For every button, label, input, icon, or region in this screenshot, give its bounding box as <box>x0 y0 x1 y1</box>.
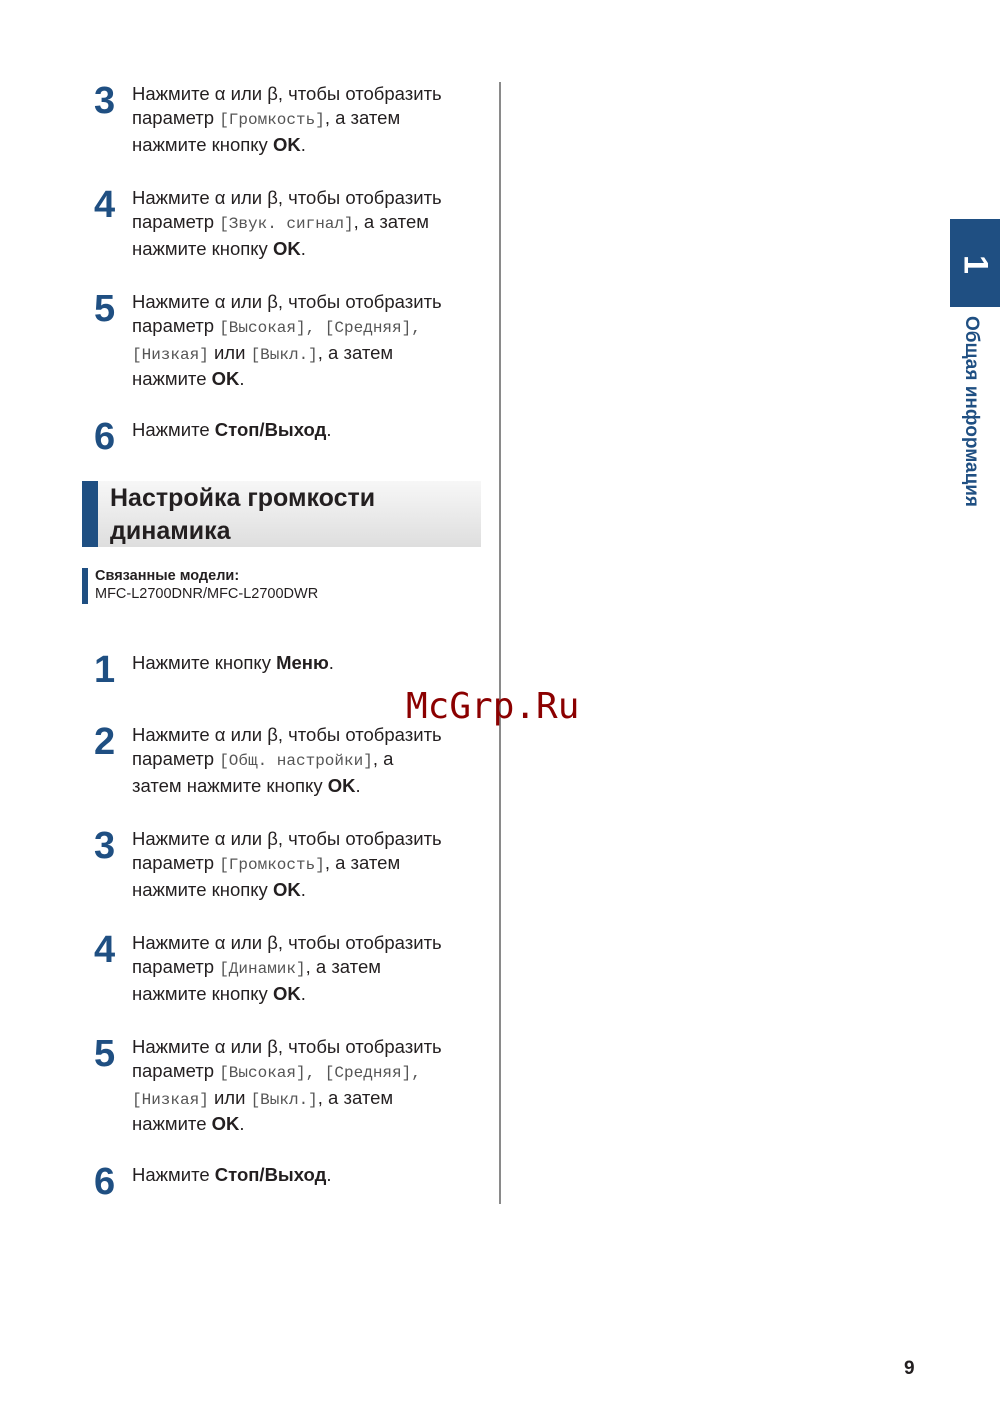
text-fragment: параметр <box>132 211 220 233</box>
step-number: 4 <box>94 184 116 226</box>
step-text-line <box>132 747 482 773</box>
chapter-title: Общая информация <box>961 316 982 508</box>
step-text-line <box>132 133 482 157</box>
menu-parameter: [Низкая] <box>132 345 209 364</box>
step-text-line <box>132 651 482 675</box>
related-models-accent-bar <box>82 568 88 604</box>
step-number: 2 <box>94 721 116 763</box>
menu-parameter: [Звук. сигнал] <box>219 215 354 234</box>
text-fragment: Нажмите α или β, чтобы отобразить <box>132 932 442 953</box>
text-fragment: параметр <box>132 107 220 129</box>
button-name: OK <box>272 982 301 1004</box>
button-name: OK <box>327 774 356 796</box>
text-fragment: , а затем <box>324 852 401 874</box>
step-text <box>132 931 482 1006</box>
text-fragment: нажмите кнопку <box>132 133 273 155</box>
button-name: Меню <box>276 652 329 673</box>
step-number: 3 <box>94 80 116 122</box>
text-fragment: . <box>300 878 306 900</box>
step-text-line <box>132 851 482 877</box>
step-text-line <box>132 931 482 955</box>
text-fragment: , а затем <box>317 341 394 363</box>
step-text-line <box>132 878 482 902</box>
text-fragment: Нажмите кнопку <box>132 652 277 673</box>
step-text-line <box>132 82 482 106</box>
text-fragment: нажмите <box>132 367 212 389</box>
step-text-line <box>132 1035 482 1059</box>
menu-parameter: [Выкл.] <box>250 345 318 364</box>
related-models-value: MFC-L2700DNR/MFC-L2700DWR <box>95 586 319 602</box>
step-text <box>132 1035 482 1136</box>
button-name: Стоп/Выход <box>214 419 327 440</box>
step-text-line <box>132 774 482 798</box>
text-fragment: Нажмите α или β, чтобы отобразить <box>132 1036 442 1057</box>
button-name: OK <box>211 367 240 389</box>
text-fragment: . <box>239 1112 245 1134</box>
menu-parameter: [Высокая], [Средняя], <box>219 319 421 338</box>
button-name: OK <box>211 1112 240 1134</box>
text-fragment: Нажмите α или β, чтобы отобразить <box>132 83 442 104</box>
text-fragment: или <box>208 1086 251 1108</box>
step-number: 5 <box>94 1033 116 1075</box>
text-fragment: , а затем <box>305 956 381 978</box>
text-fragment: , а затем <box>324 107 401 129</box>
step-text <box>132 82 482 157</box>
text-fragment: Нажмите α или β, чтобы отобразить <box>132 291 442 312</box>
menu-parameter: [Общ. настройки] <box>219 752 373 771</box>
button-name: OK <box>272 133 301 155</box>
menu-parameter: [Динамик] <box>219 960 306 979</box>
step-number: 5 <box>94 288 116 330</box>
step-text-line <box>132 1163 482 1187</box>
text-fragment: параметр <box>132 956 220 978</box>
chapter-number: 1 <box>956 255 995 274</box>
chapter-tab <box>950 219 1000 307</box>
step-text-line <box>132 210 482 236</box>
text-fragment: параметр <box>132 748 220 770</box>
step-text-line <box>132 186 482 210</box>
button-name: OK <box>272 237 301 259</box>
column-divider <box>499 82 501 1204</box>
text-fragment: Нажмите <box>132 1164 215 1185</box>
text-fragment: . <box>300 982 306 1004</box>
step-text <box>132 290 482 391</box>
text-fragment: , а затем <box>353 211 429 233</box>
button-name: OK <box>272 878 301 900</box>
menu-parameter: [Высокая], [Средняя], <box>219 1064 421 1083</box>
text-fragment: нажмите кнопку <box>132 982 273 1004</box>
text-fragment: . <box>326 1164 332 1185</box>
step-text-line <box>132 367 482 391</box>
step-text-line <box>132 237 482 261</box>
step-text-line <box>132 290 482 314</box>
section-heading-accent-bar <box>82 481 98 547</box>
step-text <box>132 1163 482 1187</box>
menu-parameter: [Громкость] <box>219 856 325 875</box>
related-models-label: Связанные модели: <box>95 568 240 584</box>
section-heading: Настройка громкости динамика <box>110 484 376 545</box>
step-number: 6 <box>94 1161 116 1203</box>
step-text-line <box>132 982 482 1006</box>
text-fragment: Нажмите α или β, чтобы отобразить <box>132 187 442 208</box>
text-fragment: затем нажмите кнопку <box>132 774 328 796</box>
step-text-line <box>132 341 482 367</box>
text-fragment: , а затем <box>317 1086 394 1108</box>
menu-parameter: [Низкая] <box>132 1090 209 1109</box>
text-fragment: . <box>300 133 306 155</box>
step-text-line <box>132 955 482 981</box>
step-text-line <box>132 106 482 132</box>
step-text-line <box>132 827 482 851</box>
text-fragment: параметр <box>132 1060 220 1082</box>
step-text <box>132 827 482 902</box>
step-number: 6 <box>94 416 116 458</box>
button-name: Стоп/Выход <box>214 1164 327 1185</box>
text-fragment: параметр <box>132 315 220 337</box>
text-fragment: Нажмите α или β, чтобы отобразить <box>132 724 442 745</box>
step-text-line <box>132 314 482 340</box>
text-fragment: . <box>328 652 334 673</box>
text-fragment: Нажмите <box>132 419 215 440</box>
text-fragment: параметр <box>132 852 220 874</box>
text-fragment: . <box>239 367 245 389</box>
step-text <box>132 418 482 442</box>
watermark: McGrp.Ru <box>406 686 580 727</box>
text-fragment: или <box>208 341 251 363</box>
step-text-line <box>132 1112 482 1136</box>
step-text-line <box>132 1059 482 1085</box>
step-number: 4 <box>94 929 116 971</box>
text-fragment: . <box>355 774 361 796</box>
text-fragment: нажмите кнопку <box>132 878 273 900</box>
page-number: 9 <box>904 1358 915 1379</box>
step-text-line <box>132 1086 482 1112</box>
step-text <box>132 651 482 675</box>
step-text-line <box>132 418 482 442</box>
text-fragment: . <box>326 419 332 440</box>
step-number: 1 <box>94 649 116 691</box>
step-text <box>132 186 482 261</box>
menu-parameter: [Выкл.] <box>250 1090 318 1109</box>
text-fragment: Нажмите α или β, чтобы отобразить <box>132 828 442 849</box>
step-text <box>132 723 482 798</box>
text-fragment: . <box>300 237 306 259</box>
text-fragment: нажмите кнопку <box>132 237 273 259</box>
text-fragment: , а <box>372 748 394 770</box>
step-number: 3 <box>94 825 116 867</box>
text-fragment: нажмите <box>132 1112 212 1134</box>
menu-parameter: [Громкость] <box>219 111 325 130</box>
